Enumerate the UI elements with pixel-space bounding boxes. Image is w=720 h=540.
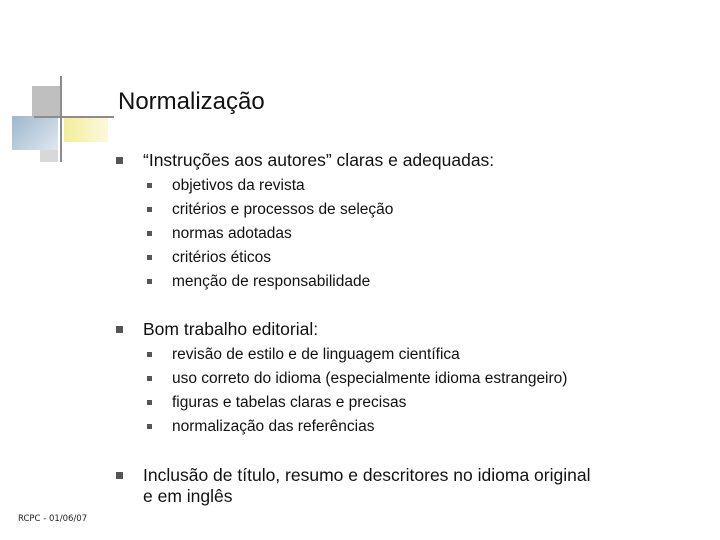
list-item: objetivos da revista xyxy=(172,177,305,194)
bullet-level2 xyxy=(147,207,152,212)
bullet-level2 xyxy=(147,231,152,236)
bullet-level2 xyxy=(147,279,152,284)
bullet-level1 xyxy=(116,472,123,479)
bullet-level1 xyxy=(116,326,123,333)
list-item: critérios éticos xyxy=(172,249,272,266)
corner-graphic xyxy=(0,0,110,170)
decor-square-blue xyxy=(12,116,58,150)
list-item: normas adotadas xyxy=(172,225,292,242)
section-3-line-2: e em inglês xyxy=(143,486,233,506)
decor-vertical-line xyxy=(60,76,62,162)
list-item: revisão de estilo e de linguagem científica xyxy=(172,346,460,363)
bullet-level2 xyxy=(147,400,152,405)
decor-square-gray xyxy=(32,86,62,116)
section-3-line-1: Inclusão de título, resumo e descritores no idioma original xyxy=(143,465,591,485)
slide-title: Normalização xyxy=(118,88,265,115)
bullet-level2 xyxy=(147,255,152,260)
bullet-level1 xyxy=(116,157,123,164)
slide-footer: RCPC - 01/06/07 xyxy=(18,514,88,524)
list-item: uso correto do idioma (especialmente idioma estrangeiro) xyxy=(172,370,568,387)
list-item: figuras e tabelas claras e precisas xyxy=(172,394,407,411)
bullet-level2 xyxy=(147,376,152,381)
list-item: normalização das referências xyxy=(172,418,375,435)
bullet-level2 xyxy=(147,352,152,357)
bullet-level2 xyxy=(147,424,152,429)
decor-horizontal-line xyxy=(34,116,114,118)
section-1-text: “Instruções aos autores” claras e adequadas: xyxy=(143,150,495,170)
list-item: menção de responsabilidade xyxy=(172,273,371,290)
bullet-level2 xyxy=(147,183,152,188)
list-item: critérios e processos de seleção xyxy=(172,201,394,218)
decor-square-small xyxy=(40,150,58,162)
decor-square-yellow xyxy=(64,118,108,142)
section-2-text: Bom trabalho editorial: xyxy=(143,319,319,339)
